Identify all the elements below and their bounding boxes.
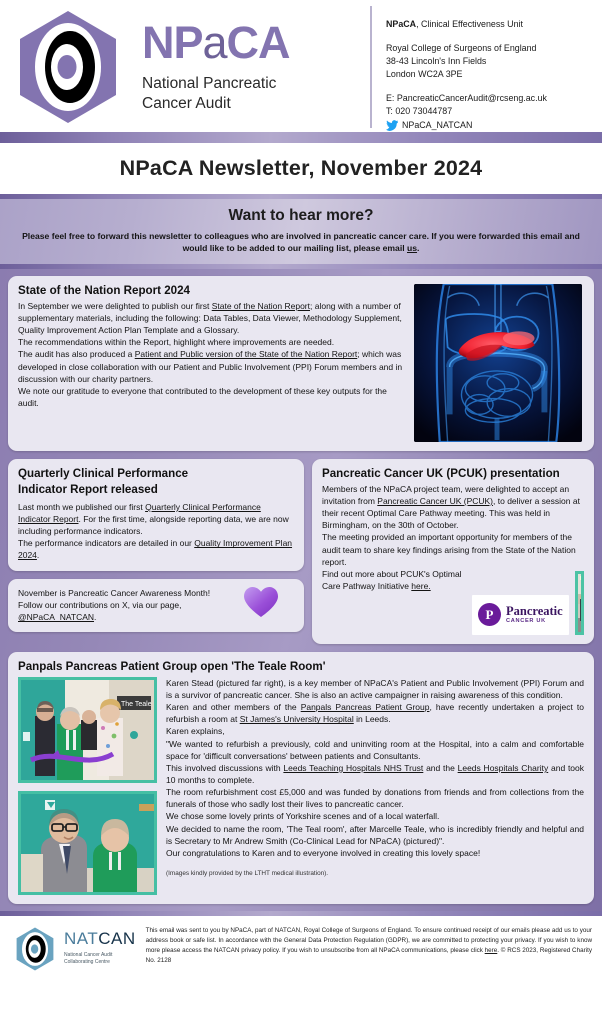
pcuk-paragraph-1: [322, 483, 584, 532]
state-of-nation-paragraph-1: [18, 300, 406, 336]
pp-p5c: and took 10 months to complete.: [166, 762, 585, 786]
pp-p2c: in Leeds.: [353, 714, 391, 725]
panpals-paragraph-1: Karen Stead (pictured far right), is a key member of NPaCA's Patient and Public Involvement (PPI) Forum and is a survivor of pancreatic cancer. She is also an active campaigner in raising awareness of this condition.: [166, 677, 584, 701]
npaca-natcan-x-link[interactable]: @NPaCA_NATCAN: [18, 611, 95, 622]
ribbon-cutting-photo: [18, 677, 157, 783]
contact-org: [386, 18, 594, 31]
purple-heart-icon: [244, 587, 278, 623]
awareness-line-1: November is Pancreatic Cancer Awareness Month!: [18, 587, 211, 598]
awareness-line2-text: Follow our contributions on X, via our page,: [18, 599, 182, 610]
panpals-paragraph-7: We chose some lovely prints of Yorkshire scenes and of a local waterfall.: [166, 811, 440, 822]
brand-subtitle-line1: National Pancreatic: [142, 75, 277, 93]
son-p1a: In September we were delighted to publish our first: [18, 300, 212, 311]
brand-block: [8, 6, 366, 128]
brand-title-part3: CA: [226, 17, 290, 69]
brand-title-part2: a: [202, 17, 227, 69]
pp-p5b: and the: [423, 762, 458, 773]
q-p2a: The performance indicators are detailed in our: [18, 538, 195, 549]
pcuk-paragraph-3: [322, 568, 472, 592]
contact-org-name: NPaCA: [386, 19, 417, 29]
twitter-bird-icon: [386, 120, 398, 131]
contact-email[interactable]: E: PancreaticCancerAudit@rcseng.ac.uk: [386, 92, 547, 103]
natcan-block: [12, 926, 136, 972]
panpals-heading: Panpals Pancreas Patient Group open 'The Teale Room': [18, 659, 326, 673]
brand-title: [142, 17, 290, 69]
quarterly-paragraph-1: [18, 501, 294, 537]
state-of-nation-text: [18, 284, 414, 442]
state-of-nation-paragraph-4: We note our gratitude to everyone that contributed to the development of these key outputs for the audit.: [18, 385, 387, 409]
hear-more-text-end: .: [417, 243, 420, 254]
pcuk-media-row: [472, 571, 584, 635]
pancreas-anatomy-svg: [414, 284, 582, 442]
natcan-subtitle: [64, 952, 136, 967]
pcuk-group-photo-svg: [578, 574, 584, 632]
legal-text-b: . © RCS 2023, Registered Charity No. 2128: [145, 947, 592, 965]
quarterly-report-card: [8, 459, 304, 571]
natcan-nat: NAT: [64, 928, 99, 948]
brand-text: [128, 17, 290, 114]
contact-twitter[interactable]: [386, 119, 594, 132]
panpals-paragraph-3: Karen explains,: [166, 726, 225, 737]
two-column-row: [8, 459, 594, 644]
panpals-inner: [18, 677, 584, 895]
address-line-2: 38-43 Lincoln's Inn Fields: [386, 55, 487, 66]
awareness-text: [18, 587, 244, 623]
pp-p2a: Karen and other members of the: [166, 702, 301, 713]
ocp-initiative-here-link[interactable]: here.: [411, 581, 431, 592]
panpals-paragraph-4: "We wanted to refurbish a previously, cold and uninviting room at the Hospital, into a calm and comfortable space for 'difficult conversations' between patients and Consultants.: [166, 738, 584, 761]
state-of-nation-paragraph-2: The recommendations within the Report, highlight where improvements are needed.: [18, 337, 335, 348]
pp-p5a: This involved discussions with: [166, 762, 284, 773]
leeds-teaching-hospitals-link[interactable]: Leeds Teaching Hospitals NHS Trust: [283, 762, 424, 773]
panpals-photos: [18, 677, 157, 895]
contact-address: [386, 42, 594, 81]
pcuk-heading: Pancreatic Cancer UK (PCUK) presentation: [322, 466, 560, 480]
state-of-nation-image-wrap: [414, 284, 584, 442]
natcan-sub-line1: National Cancer Audit: [64, 951, 113, 958]
natcan-title: [64, 930, 136, 947]
leeds-hospitals-charity-link[interactable]: Leeds Hospitals Charity: [457, 762, 549, 773]
pancreas-anatomy-illustration: [414, 284, 582, 442]
pcuk-logo-word1: Pancreatic: [506, 604, 563, 619]
panpals-paragraph-8: We decided to name the room, 'The Teal room', after Marcelle Teale, who is incredibly friendly and helpful and is Secretary to Mr Andrew Smith (Co-Clinical Lead for NPaCA) (pictured)".: [166, 823, 584, 846]
newsletter-footer: [0, 916, 602, 980]
pcuk-p1a: Members of the NPaCA project team, were delighted to accept an invitation from: [322, 483, 570, 507]
newsletter-title-bar: [0, 143, 602, 194]
son-p1b: ; along with a number of supplementary materials, including the following: Data Tables, Data Viewer, Methodology Supplement, Quality Improvement Action Plan Template and a Glossary.: [18, 300, 402, 336]
panpals-paragraph-6: The room refurbishment cost £5,000 and was funded by donations from friends and from collections from the funerals of those who sadly lost their lives to pancreatic cancer.: [166, 787, 584, 810]
panpals-paragraph-2: [166, 701, 584, 725]
panpals-image-credit: (Images kindly provided by the LTHT medical illustration).: [166, 870, 329, 877]
q-p1b: . For the first time, alongside reporting data, we are now including performance indicators.: [18, 514, 289, 537]
quality-improvement-plan-link[interactable]: Quality Improvement Plan 2024: [18, 538, 293, 561]
header-divider-band: [0, 132, 602, 143]
panpals-card: [8, 652, 594, 904]
pcuk-p1b: , to deliver a session at their recent Optimal Care Pathway meeting. This was held in Birmingham, on the 30th of October.: [322, 496, 580, 531]
natcan-hexagon-logo-icon: [12, 926, 58, 972]
twitter-handle[interactable]: NPaCA_NATCAN: [402, 120, 473, 131]
pcuk-logo-words: [506, 605, 563, 624]
quarterly-heading-line2: Indicator Report released: [18, 482, 158, 496]
pcuk-p3a: Find out more about PCUK's Optimal Care Pathway Initiative: [322, 568, 462, 592]
son-p3b: ; which was developed in close collaboration with our Patient and Public Involvement (PPI) Forum members and in discussion with our charity partners.: [18, 349, 403, 384]
st-james-hospital-link[interactable]: St James's University Hospital: [239, 714, 354, 725]
unsubscribe-here-link[interactable]: here: [484, 947, 498, 955]
q-p1a: Last month we published our first: [18, 501, 146, 512]
hear-more-text: Please feel free to forward this newsletter to colleagues who are involved in pancreatic cancer care. If you were forwarded this email and would like to be added to our mailing list, please email: [22, 231, 580, 254]
brand-title-part1: NP: [142, 17, 203, 69]
svg-text:The Teale: The Teale: [121, 700, 152, 708]
email-us-link[interactable]: us: [407, 243, 418, 254]
pp-p2b: , have recently undertaken a project to refurbish a room at: [166, 702, 584, 725]
pcuk-logo: [472, 595, 569, 635]
contact-org-unit: , Clinical Effectiveness Unit: [416, 19, 523, 29]
left-column: [8, 459, 304, 644]
brand-subtitle-line2: Cancer Audit: [142, 95, 231, 112]
state-of-nation-paragraph-3: [18, 348, 406, 384]
natcan-wordmark: [64, 926, 136, 967]
panpals-group-link[interactable]: Panpals Pancreas Patient Group: [300, 702, 430, 713]
awareness-line-2: [18, 599, 244, 623]
panpals-paragraph-5: [166, 762, 584, 786]
state-of-nation-card: [8, 276, 594, 451]
ribbon-cutting-photo-svg: [21, 680, 154, 780]
pcuk-logo-word2: CANCER UK: [506, 617, 546, 624]
patient-public-version-link[interactable]: Patient and Public version of the: [134, 349, 259, 360]
karen-and-andrew-photo: [18, 791, 157, 895]
contact-telephone: T: 020 73044787: [386, 105, 453, 116]
address-line-1: Royal College of Surgeons of England: [386, 42, 537, 53]
panpals-paragraph-9: Our congratulations to Karen and to everyone involved in creating this lovely space!: [166, 847, 481, 858]
footer-legal-text: [146, 926, 592, 967]
contact-block: [370, 6, 594, 131]
awareness-line2-end: .: [94, 611, 97, 622]
page-title: NPaCA Newsletter, November 2024: [119, 156, 483, 180]
q-p2b: .: [36, 550, 40, 561]
state-of-nation-report-link[interactable]: State of the Nation Report: [211, 300, 310, 311]
hear-more-heading: Want to hear more?: [228, 207, 374, 224]
karen-and-andrew-photo-svg: [21, 794, 154, 892]
legal-text-a: This email was sent to you by NPaCA, part of NATCAN, Royal College of Surgeons of England. To ensure continued receipt of our emails please add us to your address book or safe list. In accordance with the General Data Protection Regulation (GDPR), we are committed to protecting your privacy. If you wish to know more please access the NATCAN privacy policy. If you wish to unsubscribe from all NPaCA communications, please click: [145, 926, 592, 955]
want-to-hear-more-banner: [0, 199, 602, 264]
natcan-sub-line2: Collaborating Centre: [64, 959, 110, 966]
quarterly-paragraph-2: [18, 537, 294, 561]
newsletter-body: [0, 269, 602, 911]
pcuk-paragraph-2: The meeting provided an important opportunity for members of the audit team to share key findings arising from the State of the Nation report.: [322, 532, 576, 567]
newsletter-header: [0, 0, 602, 132]
hear-more-body: [10, 230, 592, 255]
natcan-can: CAN: [98, 928, 136, 948]
awareness-month-card: [8, 579, 304, 632]
quarterly-heading-line1: Quarterly Clinical Performance: [18, 466, 189, 480]
purple-heart-svg: [244, 587, 278, 618]
panpals-article: [166, 677, 584, 895]
quarterly-cpi-report-link[interactable]: Quarterly Clinical Performance Indicator Report: [18, 501, 261, 525]
pcuk-presentation-card: [312, 459, 594, 644]
pcuk-group-photo: [575, 571, 584, 635]
pancreatic-cancer-uk-link[interactable]: Pancreatic Cancer UK (PCUK): [377, 496, 494, 507]
pcuk-logo-mark: P: [478, 603, 501, 626]
right-column: [312, 459, 594, 644]
brand-subtitle: [142, 74, 290, 114]
address-line-3: London WC2A 3PE: [386, 68, 463, 79]
state-of-nation-report-link-2[interactable]: State of the Nation Report: [259, 349, 358, 360]
son-p3a: The audit has also produced a: [18, 349, 135, 360]
state-of-nation-heading: State of the Nation Report 2024: [18, 283, 191, 297]
npaca-hexagon-logo-icon: [8, 7, 128, 127]
